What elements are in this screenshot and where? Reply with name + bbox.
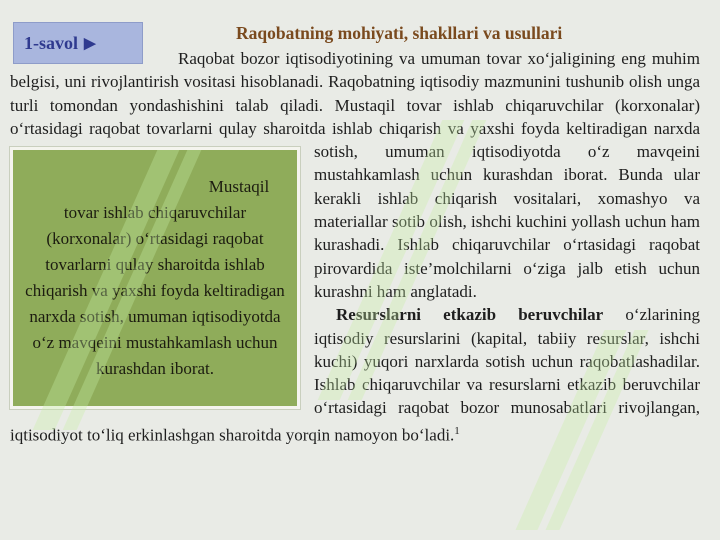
intro-text-start: Raqobat bozor iqtisodiyotining va umuman tovar xo‘jaligining eng muhim belgisi, uni rivojlantirish vositasi hisoblanadi. Raqobatning iqtisodiy mazmunini tushunib olish unga turli tomondan yondashishini talab qiladi. Mustaqil tovar ishlab chiqaruvchilar (korxonalar) o‘rtasidagi raqobat tovarlarni qulay sharoitda ishlab chiqarish va yaxshi foyda keltiradigan narxda sotish, umuman	[10, 49, 700, 162]
highlight-box: Mustaqil tovar ishlab chiqaruvchilar (korxonalar) o‘rtasidagi raqobat tovarlarni qulay sharoitda ishlab chiqarish va yaxshi foyda keltiradigan narxda sotish, umuman iqtisodiyotda o‘z mavqeini mustahkamlash uchun kurashdan iborat.	[10, 147, 300, 409]
intro-text-rest: iqtisodiyotda o‘z mavqeini mustahkamlash uchun kurashdan iborat. Bunda ular kerakli ishlab chiqarish vositalari, xomashyo va materiallar sotib olish, ishchi kuchini yollash uchun ham kurashadi. Ishlab chiqaruvchilar o‘rtasidagi raqobat pirovardida iste’molchilarni o‘ziga jalb etish uchun kurashni ham anglatadi.	[314, 142, 701, 301]
footnote-marker: 1	[454, 424, 460, 437]
second-paragraph-text: o‘zlarining iqtisodiy resurslarini (kapital, tabiiy resurslar, ishchi kuchi) yuqori narxlarda sotish uchun raqobatlashadilar. Ishlab chiqaruvchilar va resurslarni etkazib beruvchilar o‘rtasidagi raqobat bozor munosabatlari rivojlangan, iqtisodiyot to‘liq erkinlashgan sharoitda yorqin namoyon bo‘ladi.	[10, 305, 700, 445]
second-paragraph-lead: Resurslarni etkazib beruvchilar	[336, 305, 604, 325]
triangle-right-icon: ▶	[84, 35, 96, 52]
body-text	[10, 47, 700, 447]
page-title: Raqobatning mohiyati, shakllari va usullari	[236, 23, 563, 43]
question-badge-label: 1-savol	[24, 32, 78, 53]
